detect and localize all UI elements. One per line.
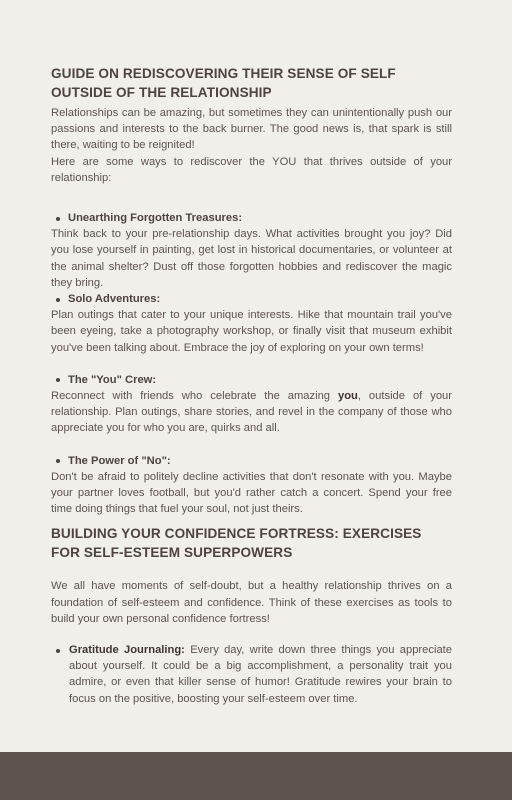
list-item-gratitude-journaling bbox=[51, 642, 452, 707]
bullet-body-forgotten-treasures: Think back to your pre-relationship days. What activities brought you joy? Did you lose yourself in painting, get lost in historical documentaries, or volunteer at the animal shelter? Dust off those forgotten hobbies and rediscover the magic they bring. bbox=[51, 228, 452, 289]
bullet-title-forgotten-treasures: Unearthing Forgotten Treasures: bbox=[51, 210, 452, 226]
document-body bbox=[51, 64, 452, 707]
you-crew-text-end: , outside of your relationship. Plan outings, share stories, and revel in the company of those who appreciate you for who you are, quirks and all. bbox=[51, 390, 452, 435]
bullet-body-you-crew bbox=[51, 388, 452, 437]
section-heading-rediscovering: GUIDE ON REDISCOVERING THEIR SENSE OF SELF OUTSIDE OF THE RELATIONSHIP bbox=[51, 66, 396, 100]
bullet-body-solo-adventures: Plan outings that cater to your unique interests. Hike that mountain trail you've been eyeing, take a photography workshop, or finally visit that museum exhibit you've been talking about. Embrace the joy of exploring on your own terms! bbox=[51, 309, 452, 354]
gratitude-title: Gratitude Journaling: bbox=[69, 644, 185, 657]
confidence-intro-paragraph: We all have moments of self-doubt, but a healthy relationship thrives on a foundation of self-esteem and confidence. Think of these exercises as tools to build your own personal confidence fortress! bbox=[51, 580, 452, 625]
intro-paragraph-2: Here are some ways to rediscover the YOU that thrives outside of your relationship: bbox=[51, 155, 452, 184]
gratitude-paragraph bbox=[69, 642, 452, 707]
footer-bar bbox=[0, 752, 512, 800]
bullet-title-power-of-no: The Power of "No": bbox=[51, 453, 452, 469]
bullet-body-power-of-no: Don't be afraid to politely decline activities that don't resonate with you. Maybe your partner loves football, but you'd rather catch a concert. Spend your free time doing things that fuel your soul, not just theirs. bbox=[51, 470, 452, 516]
section-heading-confidence-fortress: BUILDING YOUR CONFIDENCE FORTRESS: EXERCISES FOR SELF-ESTEEM SUPERPOWERS bbox=[51, 526, 422, 561]
gratitude-body: Every day, write down three things you appreciate about yourself. It could be a big accomplishment, a personality trait you admire, or even that killer sense of humor! Gratitude rewires your brain to focus on the positive, boosting your self-esteem over time. bbox=[69, 644, 453, 705]
you-crew-text-start: Reconnect with friends who celebrate the amazing bbox=[51, 390, 338, 403]
intro-paragraph: Relationships can be amazing, but sometimes they can unintentionally push our passions and interests to the back burner. The good news is, that spark is still there, waiting to be reignited! bbox=[51, 107, 452, 152]
you-crew-bold-you: you bbox=[337, 390, 358, 403]
bullet-title-you-crew: The "You" Crew: bbox=[51, 372, 452, 388]
bullet-title-solo-adventures: Solo Adventures: bbox=[51, 291, 452, 307]
